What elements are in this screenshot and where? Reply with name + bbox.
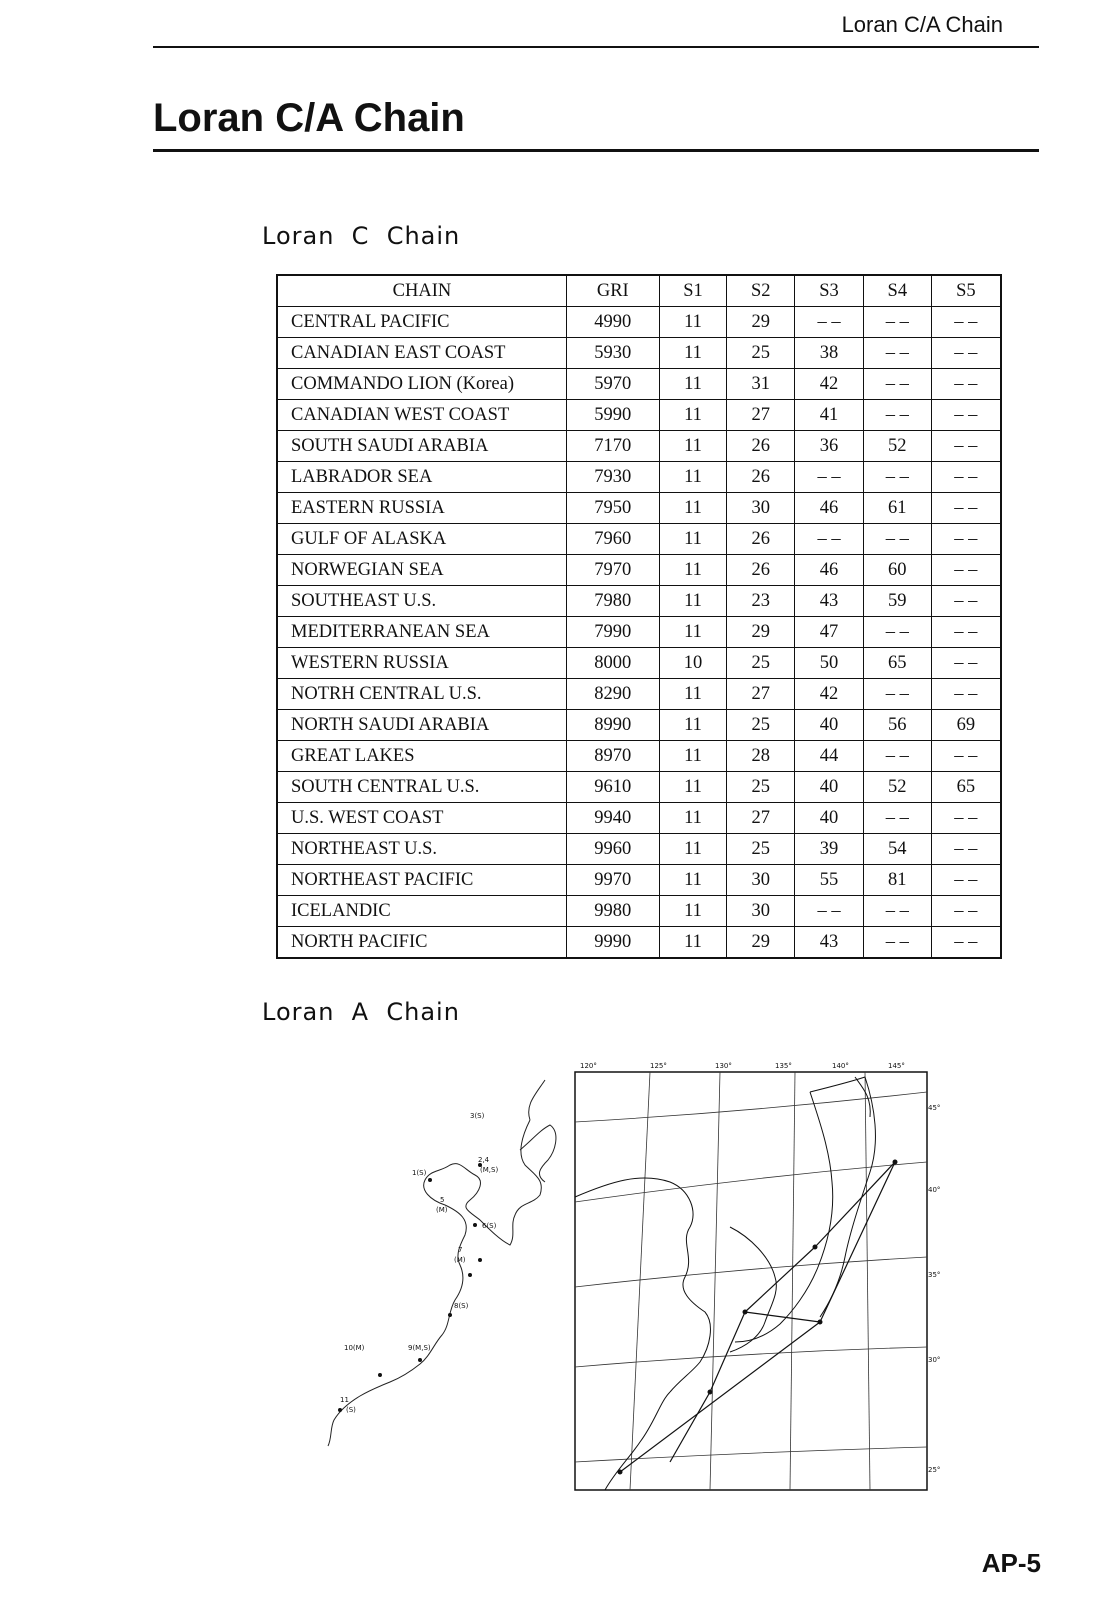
- cell-gri: 5970: [566, 369, 659, 400]
- column-header-chain: CHAIN: [277, 275, 566, 307]
- cell-s5: – –: [931, 369, 1001, 400]
- cell-s1: 11: [659, 431, 727, 462]
- cell-gri: 7950: [566, 493, 659, 524]
- cell-gri: 9990: [566, 927, 659, 959]
- cell-gri: 9610: [566, 772, 659, 803]
- cell-chain: CANADIAN WEST COAST: [277, 400, 566, 431]
- cell-s3: 44: [795, 741, 864, 772]
- table-row: [277, 772, 1001, 803]
- column-header-s2: S2: [727, 275, 795, 307]
- table-row: [277, 431, 1001, 462]
- column-header-s1: S1: [659, 275, 727, 307]
- cell-s4: 52: [863, 772, 931, 803]
- cell-gri: 8970: [566, 741, 659, 772]
- running-header: Loran C/A Chain: [841, 12, 1003, 37]
- cell-chain: ICELANDIC: [277, 896, 566, 927]
- graticule: [575, 1072, 927, 1490]
- loran-c-table-body: [277, 307, 1001, 959]
- cell-s1: 10: [659, 648, 727, 679]
- cell-chain: WESTERN RUSSIA: [277, 648, 566, 679]
- table-row: [277, 400, 1001, 431]
- cell-s4: – –: [863, 617, 931, 648]
- cell-s2: 25: [727, 338, 795, 369]
- cell-s1: 11: [659, 586, 727, 617]
- cell-s1: 11: [659, 741, 727, 772]
- map-label: 7: [458, 1246, 463, 1254]
- cell-s1: 11: [659, 307, 727, 338]
- station-marker: [448, 1313, 452, 1317]
- table-row: [277, 369, 1001, 400]
- cell-s4: – –: [863, 927, 931, 959]
- cell-s3: – –: [795, 307, 864, 338]
- cell-s4: 52: [863, 431, 931, 462]
- cell-s2: 27: [727, 803, 795, 834]
- cell-chain: CANADIAN EAST COAST: [277, 338, 566, 369]
- map-label: 10(M): [344, 1344, 365, 1352]
- cell-s5: – –: [931, 617, 1001, 648]
- cell-s4: 60: [863, 555, 931, 586]
- cell-s1: 11: [659, 400, 727, 431]
- table-row: [277, 834, 1001, 865]
- cell-s3: – –: [795, 524, 864, 555]
- cell-s4: – –: [863, 741, 931, 772]
- longitude-label: 130°: [715, 1062, 732, 1070]
- cell-gri: 9960: [566, 834, 659, 865]
- cell-s2: 23: [727, 586, 795, 617]
- cell-s5: – –: [931, 741, 1001, 772]
- cell-s5: – –: [931, 648, 1001, 679]
- table-row: [277, 679, 1001, 710]
- map-label: (S): [346, 1406, 356, 1414]
- cell-s2: 31: [727, 369, 795, 400]
- cell-s4: – –: [863, 679, 931, 710]
- cell-chain: EASTERN RUSSIA: [277, 493, 566, 524]
- cell-s5: – –: [931, 555, 1001, 586]
- cell-s3: 50: [795, 648, 864, 679]
- cell-s5: – –: [931, 431, 1001, 462]
- cell-s3: 36: [795, 431, 864, 462]
- page-number: AP-5: [981, 1548, 1041, 1578]
- cell-s2: 30: [727, 896, 795, 927]
- cell-s2: 29: [727, 927, 795, 959]
- map-label: 1(S): [412, 1169, 427, 1177]
- map-label: (M,S): [480, 1166, 499, 1174]
- cell-chain: LABRADOR SEA: [277, 462, 566, 493]
- cell-s3: 40: [795, 803, 864, 834]
- table-row: [277, 648, 1001, 679]
- cell-chain: U.S. WEST COAST: [277, 803, 566, 834]
- cell-chain: GREAT LAKES: [277, 741, 566, 772]
- cell-s3: 42: [795, 369, 864, 400]
- cell-chain: NOTRH CENTRAL U.S.: [277, 679, 566, 710]
- map-label: 11: [340, 1396, 349, 1404]
- cell-gri: 8990: [566, 710, 659, 741]
- column-header-s5: S5: [931, 275, 1001, 307]
- table-row: [277, 307, 1001, 338]
- station-marker: [428, 1178, 432, 1182]
- station-marker: [468, 1273, 472, 1277]
- cell-chain: NORTH SAUDI ARABIA: [277, 710, 566, 741]
- cell-chain: NORWEGIAN SEA: [277, 555, 566, 586]
- cell-s5: – –: [931, 896, 1001, 927]
- cell-gri: 7170: [566, 431, 659, 462]
- cell-s4: 81: [863, 865, 931, 896]
- cell-s4: – –: [863, 338, 931, 369]
- longitude-label: 135°: [775, 1062, 792, 1070]
- loran-c-table: [276, 274, 1002, 959]
- map-label: 3(S): [470, 1112, 485, 1120]
- page-title: Loran C/A Chain: [153, 96, 465, 140]
- cell-s5: – –: [931, 462, 1001, 493]
- cell-s1: 11: [659, 617, 727, 648]
- cell-s5: – –: [931, 865, 1001, 896]
- station-marker: [418, 1358, 422, 1362]
- cell-chain: MEDITERRANEAN SEA: [277, 617, 566, 648]
- cell-s1: 11: [659, 679, 727, 710]
- cell-s4: – –: [863, 896, 931, 927]
- table-row: [277, 896, 1001, 927]
- cell-s5: – –: [931, 493, 1001, 524]
- loran-a-heading: Loran A Chain: [262, 998, 460, 1026]
- table-row: [277, 741, 1001, 772]
- loran-a-japan-map: [570, 1062, 942, 1502]
- cell-s5: – –: [931, 586, 1001, 617]
- cell-gri: 9970: [566, 865, 659, 896]
- table-row: [277, 493, 1001, 524]
- cell-gri: 7990: [566, 617, 659, 648]
- latitude-label: 35°: [928, 1271, 941, 1279]
- cell-s3: 43: [795, 586, 864, 617]
- station-marker: [473, 1223, 477, 1227]
- cell-s3: 42: [795, 679, 864, 710]
- cell-gri: 8290: [566, 679, 659, 710]
- cell-s2: 26: [727, 555, 795, 586]
- cell-s2: 29: [727, 307, 795, 338]
- longitude-label: 145°: [888, 1062, 905, 1070]
- cell-s3: 46: [795, 555, 864, 586]
- station-marker: [743, 1310, 748, 1315]
- table-row: [277, 462, 1001, 493]
- longitude-label: 125°: [650, 1062, 667, 1070]
- cell-s2: 25: [727, 834, 795, 865]
- cell-s4: 65: [863, 648, 931, 679]
- cell-s3: 43: [795, 927, 864, 959]
- cell-s3: 38: [795, 338, 864, 369]
- cell-s3: – –: [795, 896, 864, 927]
- cell-s1: 11: [659, 462, 727, 493]
- map-label: (M): [436, 1206, 448, 1214]
- cell-s5: 69: [931, 710, 1001, 741]
- cell-s3: – –: [795, 462, 864, 493]
- cell-gri: 7970: [566, 555, 659, 586]
- cell-s1: 11: [659, 369, 727, 400]
- cell-s2: 30: [727, 493, 795, 524]
- cell-s3: 40: [795, 772, 864, 803]
- cell-s3: 40: [795, 710, 864, 741]
- station-marker: [893, 1160, 898, 1165]
- cell-gri: 9980: [566, 896, 659, 927]
- latitude-label: 25°: [928, 1466, 941, 1474]
- cell-gri: 7980: [566, 586, 659, 617]
- cell-s1: 11: [659, 865, 727, 896]
- station-marker: [618, 1470, 623, 1475]
- map-label: (M): [454, 1256, 466, 1264]
- cell-s1: 11: [659, 555, 727, 586]
- cell-s4: – –: [863, 524, 931, 555]
- cell-s4: – –: [863, 400, 931, 431]
- cell-chain: SOUTH SAUDI ARABIA: [277, 431, 566, 462]
- longitude-label: 140°: [832, 1062, 849, 1070]
- cell-s5: – –: [931, 400, 1001, 431]
- cell-s2: 26: [727, 462, 795, 493]
- cell-s4: – –: [863, 462, 931, 493]
- map-label: 2,4: [478, 1156, 490, 1164]
- cell-s3: 55: [795, 865, 864, 896]
- cell-chain: SOUTHEAST U.S.: [277, 586, 566, 617]
- cell-gri: 5990: [566, 400, 659, 431]
- cell-s5: – –: [931, 338, 1001, 369]
- cell-s5: – –: [931, 834, 1001, 865]
- cell-s3: 46: [795, 493, 864, 524]
- coastline: [575, 1077, 875, 1490]
- table-row: [277, 710, 1001, 741]
- station-marker: [478, 1258, 482, 1262]
- station-marker: [708, 1390, 713, 1395]
- latitude-label: 30°: [928, 1356, 941, 1364]
- cell-s1: 11: [659, 338, 727, 369]
- cell-s1: 11: [659, 834, 727, 865]
- cell-s4: – –: [863, 803, 931, 834]
- cell-s4: 54: [863, 834, 931, 865]
- table-row: [277, 803, 1001, 834]
- latitude-label: 45°: [928, 1104, 941, 1112]
- map-label: 5: [440, 1196, 445, 1204]
- column-header-s3: S3: [795, 275, 864, 307]
- cell-chain: GULF OF ALASKA: [277, 524, 566, 555]
- cell-gri: 5930: [566, 338, 659, 369]
- cell-s3: 41: [795, 400, 864, 431]
- cell-s4: – –: [863, 369, 931, 400]
- coastline: [328, 1120, 541, 1446]
- cell-s5: – –: [931, 307, 1001, 338]
- cell-s2: 26: [727, 431, 795, 462]
- header-rule: [153, 46, 1039, 48]
- station-marker: [813, 1245, 818, 1250]
- cell-s5: – –: [931, 524, 1001, 555]
- table-row: [277, 617, 1001, 648]
- cell-s4: 59: [863, 586, 931, 617]
- cell-s2: 25: [727, 710, 795, 741]
- cell-s1: 11: [659, 493, 727, 524]
- station-marker: [378, 1373, 382, 1377]
- cell-s1: 11: [659, 803, 727, 834]
- map-label: 6(S): [482, 1222, 497, 1230]
- cell-gri: 8000: [566, 648, 659, 679]
- cell-s2: 29: [727, 617, 795, 648]
- cell-gri: 7930: [566, 462, 659, 493]
- cell-s5: – –: [931, 803, 1001, 834]
- title-rule: [153, 149, 1039, 152]
- cell-gri: 9940: [566, 803, 659, 834]
- cell-gri: 4990: [566, 307, 659, 338]
- cell-s2: 27: [727, 400, 795, 431]
- cell-chain: CENTRAL PACIFIC: [277, 307, 566, 338]
- cell-s2: 27: [727, 679, 795, 710]
- cell-s2: 25: [727, 648, 795, 679]
- cell-s2: 30: [727, 865, 795, 896]
- cell-s4: 61: [863, 493, 931, 524]
- cell-s1: 11: [659, 896, 727, 927]
- cell-s3: 47: [795, 617, 864, 648]
- loran-c-heading: Loran C Chain: [262, 222, 461, 250]
- cell-chain: NORTHEAST PACIFIC: [277, 865, 566, 896]
- cell-gri: 7960: [566, 524, 659, 555]
- latitude-label: 40°: [928, 1186, 941, 1194]
- cell-s5: 65: [931, 772, 1001, 803]
- cell-s1: 11: [659, 710, 727, 741]
- longitude-label: 120°: [580, 1062, 597, 1070]
- map-label: 9(M,S): [408, 1344, 431, 1352]
- loran-a-china-coast-map: [320, 1112, 570, 1450]
- cell-s5: – –: [931, 679, 1001, 710]
- cell-s1: 11: [659, 772, 727, 803]
- cell-s5: – –: [931, 927, 1001, 959]
- station-marker: [818, 1320, 823, 1325]
- column-header-gri: GRI: [566, 275, 659, 307]
- cell-s3: 39: [795, 834, 864, 865]
- cell-s2: 25: [727, 772, 795, 803]
- cell-s2: 26: [727, 524, 795, 555]
- column-header-s4: S4: [863, 275, 931, 307]
- table-row: [277, 338, 1001, 369]
- table-header-row: [277, 275, 1001, 307]
- table-row: [277, 586, 1001, 617]
- table-row: [277, 865, 1001, 896]
- cell-chain: NORTH PACIFIC: [277, 927, 566, 959]
- cell-chain: COMMANDO LION (Korea): [277, 369, 566, 400]
- map-label: 8(S): [454, 1302, 469, 1310]
- chain-baselines: [620, 1162, 895, 1472]
- table-row: [277, 524, 1001, 555]
- cell-s1: 11: [659, 524, 727, 555]
- cell-chain: NORTHEAST U.S.: [277, 834, 566, 865]
- table-row: [277, 927, 1001, 959]
- cell-chain: SOUTH CENTRAL U.S.: [277, 772, 566, 803]
- cell-s1: 11: [659, 927, 727, 959]
- cell-s4: 56: [863, 710, 931, 741]
- station-marker: [338, 1408, 342, 1412]
- cell-s4: – –: [863, 307, 931, 338]
- table-row: [277, 555, 1001, 586]
- cell-s2: 28: [727, 741, 795, 772]
